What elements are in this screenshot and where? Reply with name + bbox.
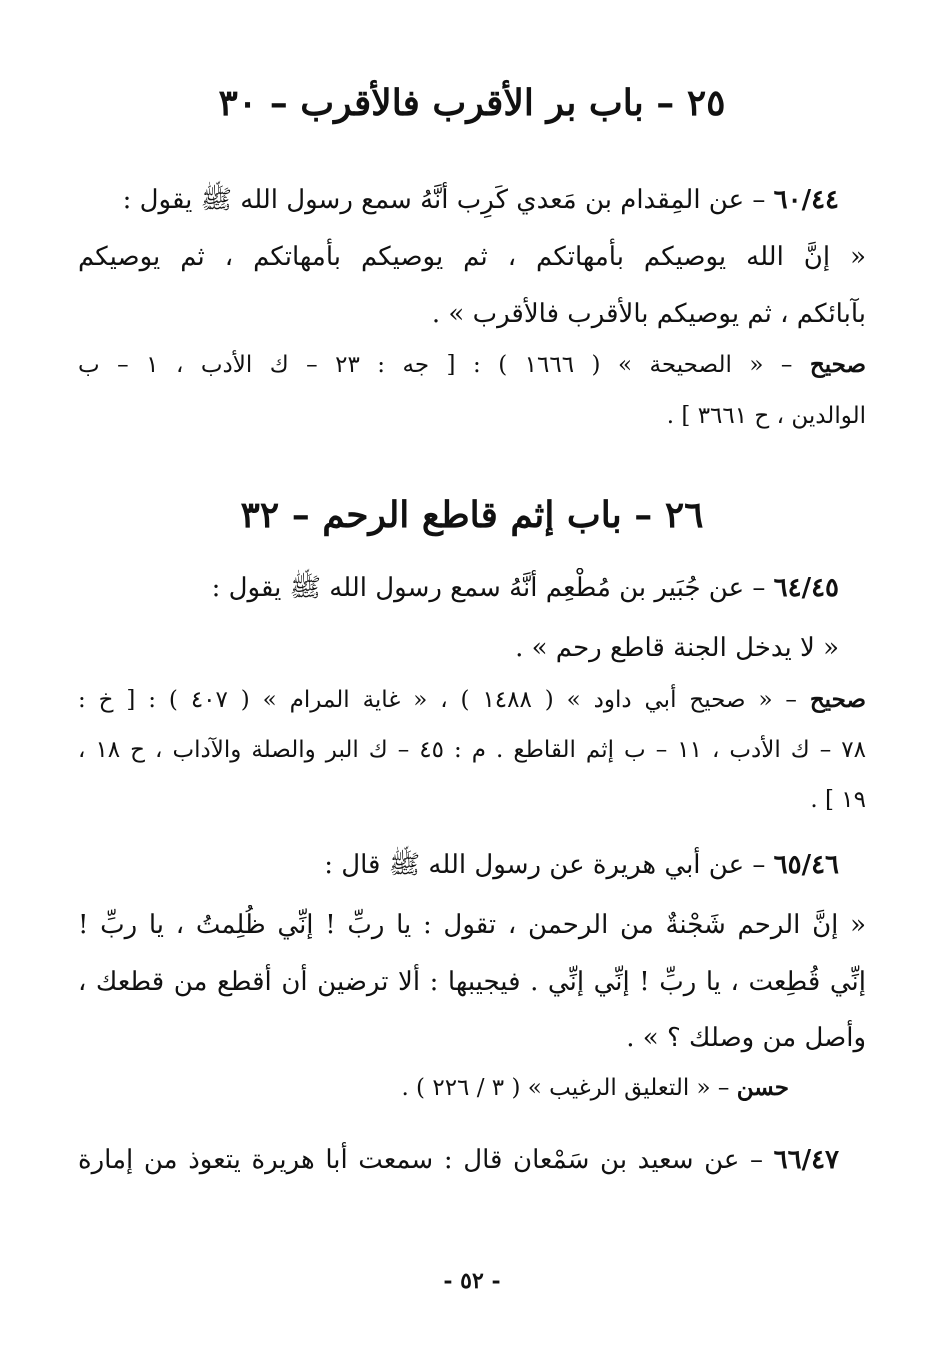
hadith-grade: صحيح [809,686,866,713]
hadith-text-line: « إنَّ الله يوصيكم بأمهاتكم ، ثم يوصيكم بأمهاتكم ، ثم يوصيكم [78,242,866,272]
hadith-intro-line [78,1140,839,1180]
chapter-heading: ٢٥ – باب بر الأقرب فالأقرب – ٣٠ [218,82,726,124]
hadith-source-line: ٧٨ – ك الأدب ، ١١ – ب إثم القاطع . م : ٤٥ – ك البر والصلة والآداب ، ح ١٨ ، [78,737,866,763]
hadith-intro-line [78,568,839,608]
hadith-number: ٦٠/٤٤ [773,185,839,215]
hadith-source: – « صحيح أبي داود » ( ١٤٨٨ ) ، « غاية المرام » ( ٤٠٧ ) : [ خ : [78,687,810,713]
hadith-intro: – عن سعيد بن سَمْعان قال : سمعت أبا هريرة يتعوذ من إمارة [78,1145,774,1175]
hadith-intro: – عن أبي هريرة عن رسول الله ﷺ قال : [324,850,774,880]
hadith-intro-line [78,180,839,220]
hadith-intro: – عن جُبَير بن مُطْعِم أنَّهُ سمع رسول الله ﷺ يقول : [211,573,774,603]
hadith-text-line: « إنَّ الرحم شَجْنةٌ من الرحمن ، تقول : يا ربِّ ! إنِّي ظُلِمتُ ، يا ربِّ ! [78,910,866,940]
hadith-intro-line [78,845,839,885]
chapter-heading: ٢٦ – باب إثم قاطع الرحم – ٣٢ [240,494,704,536]
hadith-grade: صحيح [809,351,866,378]
hadith-source-line [78,680,866,720]
hadith-text-line: بآبائكم ، ثم يوصيكم بالأقرب فالأقرب » . [431,299,866,329]
hadith-text-line: إنِّي قُطِعت ، يا ربِّ ! إنِّي إنِّي . فيجيبها : ألا ترضين أن أقطع من قطعك ، [78,967,866,997]
hadith-text-line: وأصل من وصلك ؟ » . [626,1023,866,1053]
hadith-number: ٦٦/٤٧ [773,1145,839,1175]
hadith-number: ٦٥/٤٦ [773,850,839,880]
page-number: - ٥٢ - [443,1268,501,1294]
hadith-source: – « التعليق الرغيب » ( ٣ / ٢٢٦ ) . [401,1075,737,1101]
hadith-intro: – عن المِقدام بن مَعدي كَرِب أنَّهُ سمع رسول الله ﷺ يقول : [122,185,774,215]
hadith-number: ٦٤/٤٥ [773,573,839,603]
hadith-source: – « الصحيحة » ( ١٦٦٦ ) : [ جه : ٢٣ – ك الأدب ، ١ – ب [78,352,810,378]
hadith-source-line: ١٩ ] . [810,787,866,813]
hadith-source-line: الوالدين ، ح ٣٦٦١ ] . [666,403,866,429]
hadith-text-line: « لا يدخل الجنة قاطع رحم » . [515,633,839,663]
hadith-source-line [78,1068,789,1108]
hadith-source-line [78,345,866,385]
hadith-grade: حسن [736,1074,789,1101]
